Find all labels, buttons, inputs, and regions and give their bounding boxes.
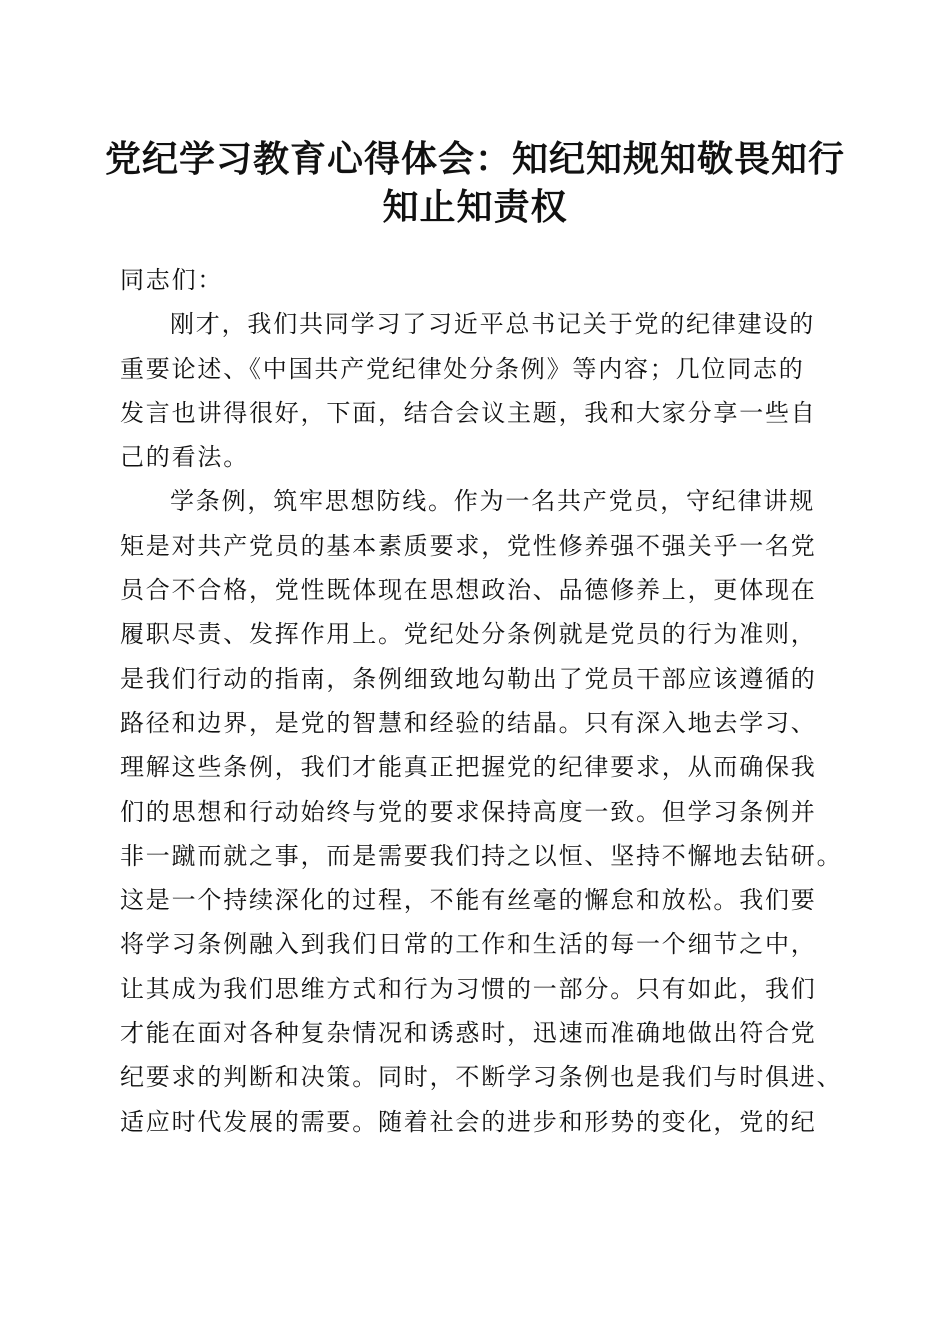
- paragraph-1-line: 重要论述、《中国共产党纪律处分条例》等内容；几位同志的: [120, 354, 805, 383]
- paragraph-2-line: 将学习条例融入到我们日常的工作和生活的每一个细节之中，: [120, 930, 817, 959]
- paragraph-2-line: 矩是对共产党员的基本素质要求，党性修养强不强关乎一名党: [120, 531, 817, 560]
- paragraph-2-line: 适应时代发展的需要。随着社会的进步和形势的变化，党的纪: [120, 1107, 817, 1136]
- paragraph-2-line: 们的思想和行动始终与党的要求保持高度一致。但学习条例并: [120, 797, 817, 826]
- paragraph-1-line: 己的看法。: [120, 443, 249, 472]
- paragraph-2-line: 学条例，筑牢思想防线。作为一名共产党员，守纪律讲规: [170, 487, 815, 516]
- salutation: 同志们：: [120, 266, 224, 294]
- paragraph-1-line: 刚才，我们共同学习了习近平总书记关于党的纪律建设的: [170, 310, 815, 339]
- paragraph-1-line: 发言也讲得很好，下面，结合会议主题，我和大家分享一些自: [120, 398, 817, 427]
- paragraph-2-line: 非一蹴而就之事，而是需要我们持之以恒、坚持不懈地去钻研。: [120, 841, 843, 870]
- paragraph-2-line: 纪要求的判断和决策。同时，不断学习条例也是我们与时俱进、: [120, 1063, 843, 1092]
- document-title-line-1: 党纪学习教育心得体会：知纪知规知敬畏知行: [104, 138, 845, 180]
- paragraph-2-line: 理解这些条例，我们才能真正把握党的纪律要求，从而确保我: [120, 753, 817, 782]
- paragraph-2-line: 让其成为我们思维方式和行为习惯的一部分。只有如此，我们: [120, 974, 817, 1003]
- paragraph-2-line: 履职尽责、发挥作用上。党纪处分条例就是党员的行为准则，: [120, 620, 817, 649]
- document-body: [120, 258, 843, 1144]
- paragraph-2-line: 路径和边界，是党的智慧和经验的结晶。只有深入地去学习、: [120, 708, 817, 737]
- document-title-line-2: 知止知责权: [382, 186, 568, 228]
- paragraph-2-line: 这是一个持续深化的过程，不能有丝毫的懈怠和放松。我们要: [120, 886, 817, 915]
- paragraph-2-line: 是我们行动的指南，条例细致地勾勒出了党员干部应该遵循的: [120, 664, 817, 693]
- paragraph-2-line: 员合不合格，党性既体现在思想政治、品德修养上，更体现在: [120, 576, 817, 605]
- paragraph-2-line: 才能在面对各种复杂情况和诱惑时，迅速而准确地做出符合党: [120, 1019, 817, 1048]
